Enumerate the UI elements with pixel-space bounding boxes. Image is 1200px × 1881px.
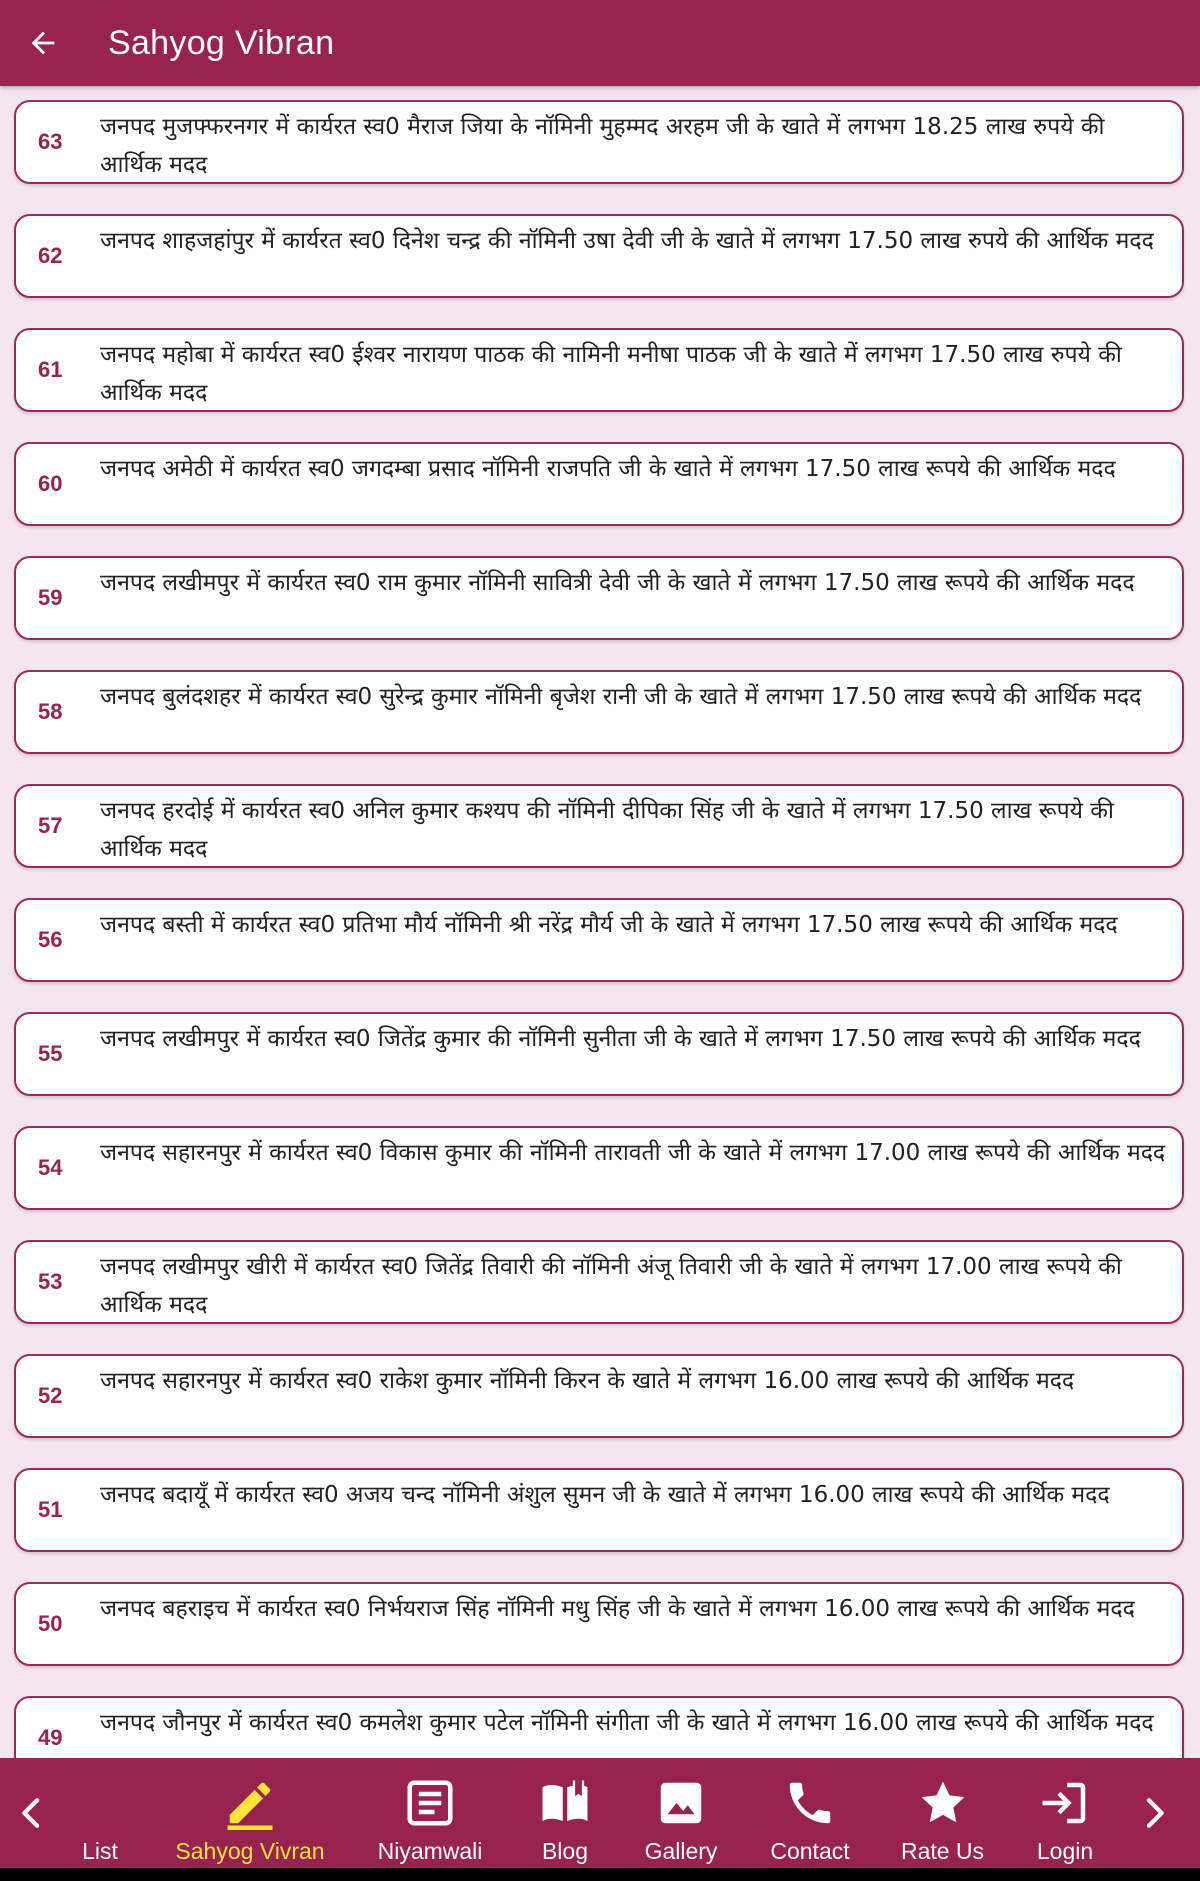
item-number: 56 [38, 927, 63, 952]
list-item[interactable] [14, 784, 1184, 868]
item-text: जनपद शाहजहांपुर में कार्यरत स्व0 दिनेश चन्द्र की नॉमिनी उषा देवी जी के खाते में लगभग 17.50 लाख रुपये की आर्थिक मदद [100, 228, 1154, 254]
list-item[interactable] [14, 1468, 1184, 1552]
item-text: जनपद बुलंदशहर में कार्यरत स्व0 सुरेन्द्र कुमार नॉमिनी बृजेश रानी जी के खाते में लगभग 17.50 लाख रूपये की आर्थिक मदद [100, 684, 1142, 710]
nav-label: Contact [770, 1838, 850, 1864]
item-number: 59 [38, 585, 63, 610]
item-number: 58 [38, 699, 63, 724]
list-item[interactable] [14, 898, 1184, 982]
list-item[interactable] [14, 670, 1184, 754]
list-item[interactable] [14, 1696, 1184, 1758]
list-item[interactable] [14, 214, 1184, 298]
item-number: 51 [38, 1497, 63, 1522]
item-number: 54 [38, 1155, 63, 1180]
item-text: जनपद मुजफ्फरनगर में कार्यरत स्व0 मैराज जिया के नॉमिनी मुहम्मद अरहम जी के खाते में लगभग 18.25 लाख रुपये की आर्थिक मदद [100, 114, 1105, 178]
list-item[interactable] [14, 100, 1184, 184]
app-bar [0, 0, 1200, 86]
nav-item-contact[interactable] [755, 1758, 865, 1868]
item-text: जनपद लखीमपुर में कार्यरत स्व0 राम कुमार नॉमिनी सावित्री देवी जी के खाते में लगभग 17.50 लाख रूपये की आर्थिक मदद [100, 570, 1135, 596]
item-number: 49 [38, 1725, 63, 1750]
item-number: 50 [38, 1611, 63, 1636]
scroll-right-button[interactable] [1126, 1758, 1186, 1868]
item-number: 57 [38, 813, 63, 838]
list-item[interactable] [14, 556, 1184, 640]
item-number: 62 [38, 243, 63, 268]
item-number: 60 [38, 471, 63, 496]
list-item[interactable] [14, 328, 1184, 412]
arrow-left-icon [26, 26, 60, 60]
list-item[interactable] [14, 1582, 1184, 1666]
back-button[interactable] [0, 0, 86, 86]
phone-icon [783, 1776, 837, 1830]
nav-label: Blog [541, 1838, 589, 1864]
chevron-right-icon [1143, 1796, 1169, 1830]
item-text: जनपद हरदोई में कार्यरत स्व0 अनिल कुमार कश्यप की नॉमिनी दीपिका सिंह जी के खाते में लगभग 17.50 लाख रूपये की आर्थिक मदद [100, 798, 1114, 862]
item-text: जनपद लखीमपुर खीरी में कार्यरत स्व0 जितेंद्र तिवारी की नॉमिनी अंजू तिवारी जी के खाते में लगभग 17.00 लाख रूपये की आर्थिक मदद [100, 1254, 1122, 1318]
item-number: 53 [38, 1269, 63, 1294]
nav-item-list[interactable] [70, 1758, 130, 1868]
item-number: 52 [38, 1383, 63, 1408]
item-text: जनपद बस्ती में कार्यरत स्व0 प्रतिभा मौर्य नॉमिनी श्री नरेंद्र मौर्य जी के खाते में लगभग 17.50 लाख रूपये की आर्थिक मदद [100, 912, 1118, 938]
nav-label: List [82, 1838, 118, 1864]
nav-item-blog[interactable] [520, 1758, 610, 1868]
sahyog-list[interactable] [0, 86, 1200, 1758]
item-text: जनपद जौनपुर में कार्यरत स्व0 कमलेश कुमार पटेल नॉमिनी संगीता जी के खाते में लगभग 16.00 लाख रूपये की आर्थिक मदद [100, 1710, 1154, 1736]
list-item[interactable] [14, 442, 1184, 526]
list-item[interactable] [14, 1126, 1184, 1210]
image-icon [654, 1776, 708, 1830]
nav-item-login[interactable] [1020, 1758, 1110, 1868]
item-text: जनपद बहराइच में कार्यरत स्व0 निर्भयराज सिंह नॉमिनी मधु सिंह जी के खाते में लगभग 16.00 लाख रूपये की आर्थिक मदद [100, 1596, 1135, 1622]
list-item[interactable] [14, 1354, 1184, 1438]
nav-item-rate-us[interactable] [885, 1758, 1000, 1868]
item-text: जनपद बदायूँ में कार्यरत स्व0 अजय चन्द नॉमिनी अंशुल सुमन जी के खाते में लगभग 16.00 लाख रूपये की आर्थिक मदद [100, 1482, 1110, 1508]
chevron-left-icon [17, 1796, 43, 1830]
item-text: जनपद अमेठी में कार्यरत स्व0 जगदम्बा प्रसाद नॉमिनी राजपति जी के खाते में लगभग 17.50 लाख रूपये की आर्थिक मदद [100, 456, 1116, 482]
item-text: जनपद सहारनपुर में कार्यरत स्व0 राकेश कुमार नॉमिनी किरन के खाते में लगभग 16.00 लाख रूपये की आर्थिक मदद [100, 1368, 1075, 1394]
item-text: जनपद सहारनपुर में कार्यरत स्व0 विकास कुमार की नॉमिनी तारावती जी के खाते में लगभग 17.00 लाख रूपये की आर्थिक मदद [100, 1140, 1166, 1166]
book-icon [538, 1776, 592, 1830]
nav-item-gallery[interactable] [631, 1758, 731, 1868]
system-navigation-bar [0, 1868, 1200, 1881]
document-icon [403, 1776, 457, 1830]
nav-label: Rate Us [900, 1838, 985, 1864]
bottom-navigation [0, 1758, 1200, 1868]
list-item[interactable] [14, 1240, 1184, 1324]
nav-item-sahyog-vivran[interactable] [165, 1758, 335, 1868]
list-item[interactable] [14, 1012, 1184, 1096]
item-text: जनपद लखीमपुर में कार्यरत स्व0 जितेंद्र कुमार की नॉमिनी सुनीता जी के खाते में लगभग 17.50 लाख रूपये की आर्थिक मदद [100, 1026, 1141, 1052]
nav-label: Niyamwali [377, 1838, 483, 1864]
scroll-left-button[interactable] [0, 1758, 60, 1868]
page-title: Sahyog Vibran [108, 23, 335, 62]
item-number: 63 [38, 129, 63, 154]
nav-label: Gallery [644, 1838, 718, 1864]
item-text: जनपद महोबा में कार्यरत स्व0 ईश्वर नारायण पाठक की नामिनी मनीषा पाठक जी के खाते में लगभग 17.50 लाख रुपये की आर्थिक मदद [100, 342, 1122, 406]
login-icon [1038, 1776, 1092, 1830]
star-icon [916, 1776, 970, 1830]
pencil-icon [223, 1776, 277, 1830]
nav-label: Sahyog Vivran [175, 1838, 325, 1864]
item-number: 55 [38, 1041, 63, 1066]
nav-item-niyamwali[interactable] [360, 1758, 500, 1868]
item-number: 61 [38, 357, 63, 382]
nav-label: Login [1036, 1838, 1094, 1864]
